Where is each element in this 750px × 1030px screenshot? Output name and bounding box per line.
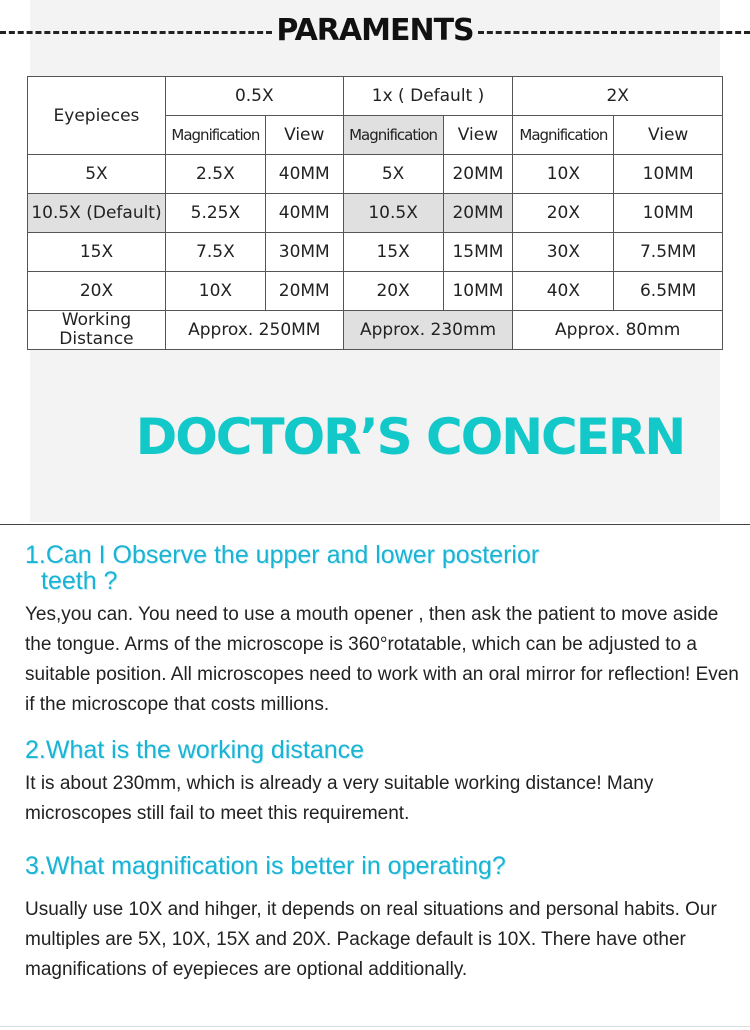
group-header: 1x ( Default ) xyxy=(343,77,513,116)
header-right-dashes xyxy=(478,31,750,34)
table-cell: 7.5X xyxy=(165,233,265,272)
working-distance-label xyxy=(28,311,166,350)
parameters-table xyxy=(27,76,723,350)
magnification-header: Magnification xyxy=(343,116,443,155)
table-cell: 10.5X xyxy=(343,194,443,233)
table-cell: 20MM xyxy=(443,155,513,194)
table-cell: 20MM xyxy=(443,194,513,233)
view-header: View xyxy=(443,116,513,155)
header-title: PARAMENTS xyxy=(276,12,474,48)
table-cell: 30X xyxy=(513,233,614,272)
header xyxy=(0,8,750,52)
table-cell: 10MM xyxy=(614,194,723,233)
working-distance-label-line2: Distance xyxy=(59,329,134,349)
table-cell: 20X xyxy=(513,194,614,233)
table-cell: 5.25X xyxy=(165,194,265,233)
faq-question-line2: teeth ? xyxy=(41,567,118,595)
working-distance-label-line1: Working xyxy=(61,310,132,330)
faq-question: 2.What is the working distance xyxy=(25,736,365,764)
table-row xyxy=(28,272,723,311)
view-header: View xyxy=(614,116,723,155)
divider xyxy=(0,524,750,525)
faq-question-line1: 1.Can I Observe the upper and lower posterior xyxy=(25,541,540,569)
working-distance-value: Approx. 80mm xyxy=(513,311,723,350)
eyepiece-cell: 20X xyxy=(28,272,166,311)
working-distance-row xyxy=(28,311,723,350)
eyepieces-header: Eyepieces xyxy=(28,77,166,155)
table-cell: 40X xyxy=(513,272,614,311)
table-cell: 6.5MM xyxy=(614,272,723,311)
faq-question: 3.What magnification is better in operating? xyxy=(25,852,506,880)
faq-item-3 xyxy=(25,853,740,985)
faq-answer: Yes,you can. You need to use a mouth opener , then ask the patient to move aside the tongue. Arms of the microscope is 360°rotatable, which can be adjusted to a suitable position. All microscopes need to work with an oral mirror for reflection! Even if the microscope that costs millions. xyxy=(25,604,739,715)
working-distance-value: Approx. 230mm xyxy=(343,311,513,350)
table-cell: 10MM xyxy=(614,155,723,194)
group-header: 2X xyxy=(513,77,723,116)
working-distance-value: Approx. 250MM xyxy=(165,311,343,350)
table-cell: 40MM xyxy=(265,194,343,233)
table-cell: 40MM xyxy=(265,155,343,194)
table-cell: 15X xyxy=(343,233,443,272)
bottom-divider xyxy=(0,1026,750,1027)
section-title: DOCTOR’S CONCERN xyxy=(135,408,685,466)
eyepiece-cell: 5X xyxy=(28,155,166,194)
faq-item-1 xyxy=(25,542,740,720)
table-cell: 5X xyxy=(343,155,443,194)
table-cell: 20MM xyxy=(265,272,343,311)
eyepiece-cell: 10.5X (Default) xyxy=(28,194,166,233)
table-row xyxy=(28,233,723,272)
table-cell: 7.5MM xyxy=(614,233,723,272)
eyepiece-cell: 15X xyxy=(28,233,166,272)
magnification-header: Magnification xyxy=(513,116,614,155)
table-cell: 10X xyxy=(513,155,614,194)
view-header: View xyxy=(265,116,343,155)
table-cell: 15MM xyxy=(443,233,513,272)
group-header: 0.5X xyxy=(165,77,343,116)
table-cell: 20X xyxy=(343,272,443,311)
table-cell: 10MM xyxy=(443,272,513,311)
magnification-header: Magnification xyxy=(165,116,265,155)
table-cell: 2.5X xyxy=(165,155,265,194)
faq-answer: Usually use 10X and hihger, it depends on real situations and personal habits. Our multiples are 5X, 10X, 15X and 20X. Package default is 10X. There have other magnifications of eyepieces are optional additionally. xyxy=(25,899,717,980)
table-header-row xyxy=(28,77,723,116)
header-left-dashes xyxy=(0,31,272,34)
faq-item-2 xyxy=(25,737,740,829)
table-row xyxy=(28,194,723,233)
table-cell: 10X xyxy=(165,272,265,311)
table-cell: 30MM xyxy=(265,233,343,272)
faq-answer: It is about 230mm, which is already a very suitable working distance! Many microscopes still fail to meet this requirement. xyxy=(25,773,654,824)
table-row xyxy=(28,155,723,194)
faq-question xyxy=(25,542,740,594)
